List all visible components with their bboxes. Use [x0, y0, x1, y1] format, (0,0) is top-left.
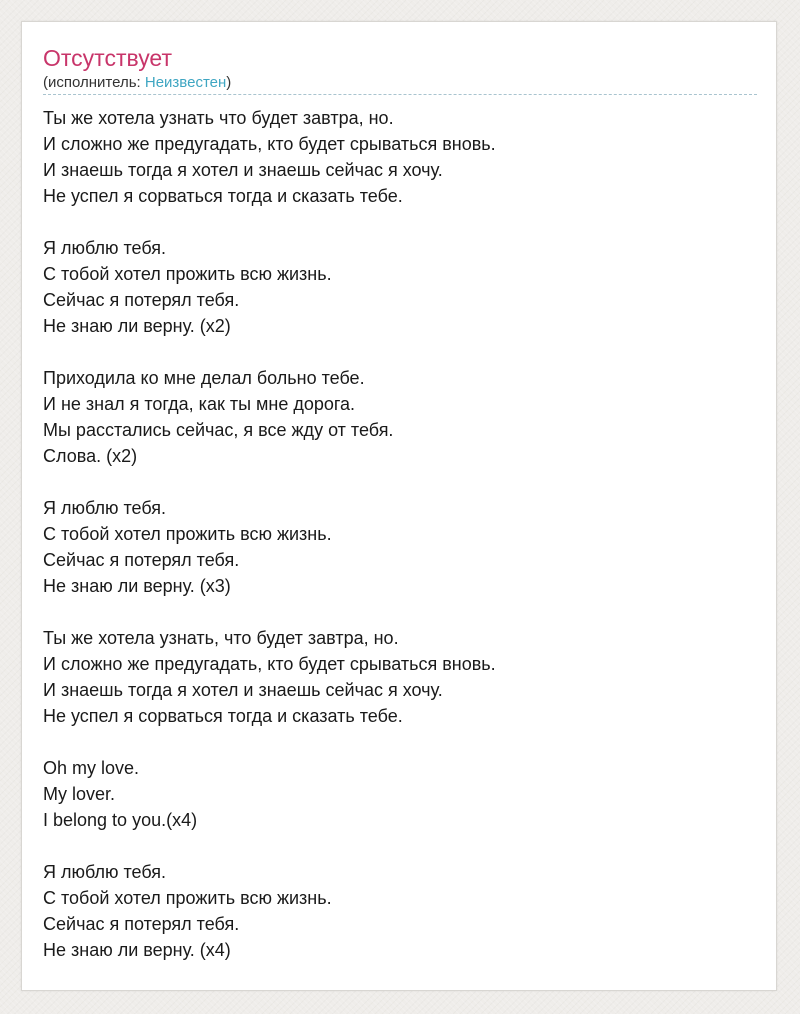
lyrics-text: Ты же хотела узнать что будет завтра, но. И сложно же предугадать, кто будет срываться вновь. И знаешь тогда я хотел и знаешь сейчас я хочу. Не успел я сорваться тогда и сказать тебе. Я люблю тебя. С тобой хотел прожить всю жизнь. Сейчас я потерял тебя. Не знаю ли верну. (x2) Приходила ко мне делал больно тебе. И не знал я тогда, как ты мне дорога. Мы расстались сейчас, я все жду от тебя. Слова. (x2) Я люблю тебя. С тобой хотел прожить всю жизнь. Сейчас я потерял тебя. Не знаю ли верну. (x3) Ты же хотела узнать, что будет завтра, но. И сложно же предугадать, кто будет срываться вновь. И знаешь тогда я хотел и знаешь сейчас я хочу. Не успел я сорваться тогда и сказать тебе. Oh my love. My lover. I belong to you.(x4) Я люблю тебя. С тобой хотел прожить всю жизнь. Сейчас я потерял тебя. Не знаю ли верну. (x4) [43, 108, 496, 960]
artist-line [43, 73, 757, 95]
artist-suffix: ) [226, 74, 232, 91]
artist-link[interactable]: Неизвестен [144, 74, 227, 91]
lyrics-card [21, 21, 777, 991]
artist-prefix: (исполнитель: [43, 74, 145, 91]
song-title: Отсутствует [43, 45, 172, 71]
